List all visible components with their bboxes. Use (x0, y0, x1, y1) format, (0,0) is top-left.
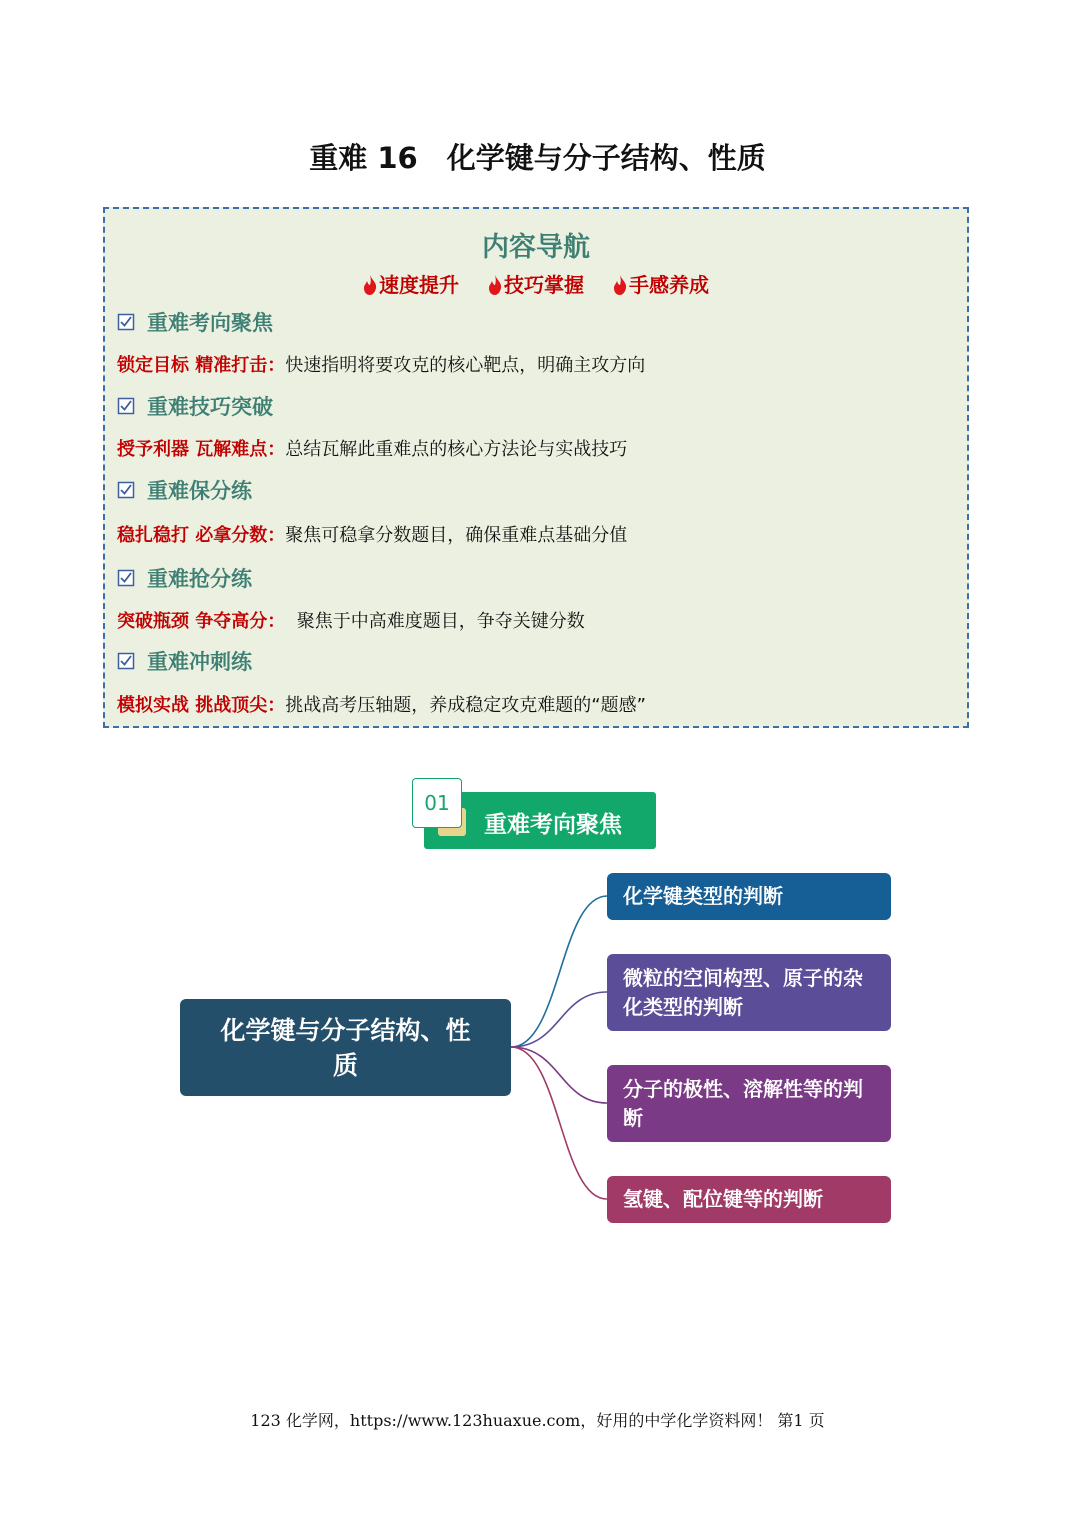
section-text: 聚焦于中高难度题目，争夺关键分数 (285, 611, 585, 632)
checklist-icon (117, 313, 135, 331)
section-heading-label: 重难保分练 (147, 479, 252, 503)
section-heading (117, 646, 252, 676)
mind-map-root: 化学键与分子结构、性质 (180, 999, 511, 1096)
section-text: 总结瓦解此重难点的核心方法论与实战技巧 (285, 439, 628, 460)
mind-map-leaf: 微粒的空间构型、原子的杂化类型的判断 (607, 954, 891, 1031)
section-heading (117, 307, 273, 337)
section-text: 聚焦可稳拿分数题目，确保重难点基础分值 (285, 525, 628, 546)
section-heading-label: 重难技巧突破 (147, 395, 273, 419)
content-navigation-box (103, 207, 969, 728)
connector (511, 1047, 607, 1199)
connector (511, 1047, 607, 1103)
section-heading-label: 重难考向聚焦 (147, 311, 273, 335)
section-heading-label: 重难冲刺练 (147, 650, 252, 674)
section-badge (412, 778, 662, 853)
section-key: 授予利器 瓦解难点： (117, 439, 286, 460)
section-text: 挑战高考压轴题，养成稳定攻克难题的“题感” (285, 695, 646, 716)
checklist-icon (117, 569, 135, 587)
section-description (117, 691, 646, 717)
section-heading (117, 563, 252, 593)
mind-map-leaf: 化学键类型的判断 (607, 873, 891, 920)
badge-number: 01 (412, 778, 462, 828)
nav-tag-label: 技巧掌握 (504, 273, 584, 297)
mind-map (0, 860, 1075, 1240)
checklist-icon (117, 652, 135, 670)
flame-icon (363, 275, 377, 295)
section-heading (117, 475, 252, 505)
nav-tag-label: 速度提升 (379, 273, 460, 297)
section-description (117, 521, 627, 547)
nav-tag-label: 手感养成 (628, 273, 709, 297)
section-key: 锁定目标 精准打击： (117, 355, 286, 376)
section-heading (117, 391, 273, 421)
mind-map-leaf: 分子的极性、溶解性等的判断 (607, 1065, 891, 1142)
mind-map-connectors (0, 860, 1075, 1240)
connector (511, 896, 607, 1047)
nav-tags (105, 269, 967, 298)
flame-icon (613, 275, 627, 295)
section-key: 稳扎稳打 必拿分数： (117, 525, 286, 546)
section-key: 模拟实战 挑战顶尖： (117, 695, 286, 716)
nav-tag (363, 273, 466, 297)
section-description (117, 435, 627, 461)
section-text: 快速指明将要攻克的核心靶点，明确主攻方向 (285, 355, 646, 376)
page-footer: 123 化学网，https://www.123huaxue.com，好用的中学化学资料网！ 第1 页 (250, 1411, 825, 1430)
connector (511, 992, 607, 1047)
checklist-icon (117, 397, 135, 415)
badge-label: 重难考向聚焦 (484, 812, 622, 838)
nav-tag (613, 273, 709, 297)
section-key: 突破瓶颈 争夺高分： (117, 611, 286, 632)
nav-tag (488, 273, 591, 297)
nav-heading: 内容导航 (482, 232, 590, 263)
section-description (117, 607, 585, 633)
checklist-icon (117, 481, 135, 499)
section-heading-label: 重难抢分练 (147, 567, 252, 591)
section-description (117, 351, 645, 377)
page-title: 重难 16 化学键与分子结构、性质 (309, 141, 766, 175)
flame-icon (488, 275, 502, 295)
mind-map-leaf: 氢键、配位键等的判断 (607, 1176, 891, 1223)
